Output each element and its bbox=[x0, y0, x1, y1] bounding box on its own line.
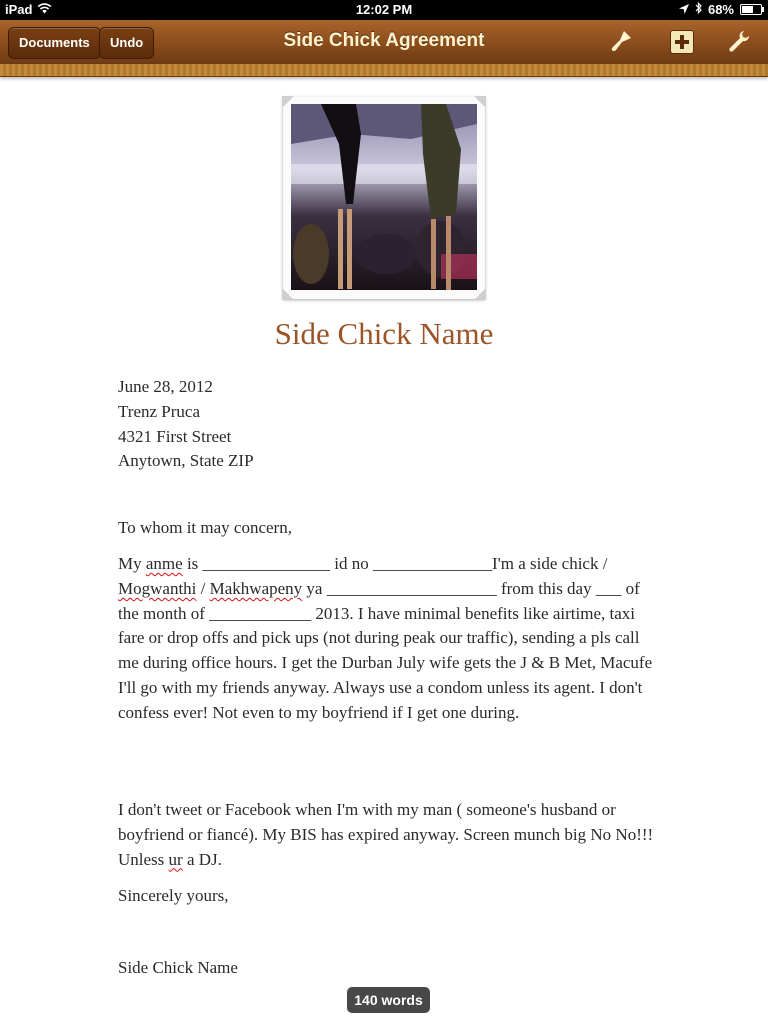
location-icon bbox=[679, 2, 689, 17]
party-photo bbox=[291, 104, 477, 290]
undo-button[interactable]: Undo bbox=[99, 27, 154, 59]
body-paragraph-1[interactable]: My anme is _______________ id no ______________I'm a side chick / Mogwanthi / Makhwapeny ya ____________________ from this day ___ of the month of ____________ 2013. I have minimal benefits like airtime, taxi fare or drop offs and pick ups (not during peak our traffic), sending a pls call me during office hours. I get the Durban July wife gets the J & B Met, Macufe I'll go with my friends anyway. Always use a condom unless its agent. I don't confess ever! Not even to my boyfriend if I get one during. bbox=[118, 554, 653, 722]
clock: 12:02 PM bbox=[355, 2, 413, 17]
misspelled-word[interactable]: anme bbox=[145, 554, 183, 573]
documents-button[interactable]: Documents bbox=[8, 27, 101, 59]
document-title: Side Chick Agreement bbox=[283, 30, 485, 51]
battery-percent: 68% bbox=[707, 2, 734, 17]
salutation[interactable]: To whom it may concern, bbox=[118, 518, 292, 537]
photo-frame[interactable] bbox=[283, 97, 485, 299]
paintbrush-icon[interactable] bbox=[607, 28, 635, 56]
address-line: Anytown, State ZIP bbox=[118, 451, 254, 471]
status-bar bbox=[0, 0, 768, 20]
address-line: June 28, 2012 bbox=[118, 377, 213, 396]
address-line: 4321 First Street bbox=[118, 426, 232, 446]
wrench-icon[interactable] bbox=[725, 28, 753, 56]
misspelled-word[interactable]: ur bbox=[168, 849, 183, 869]
battery-icon bbox=[740, 4, 762, 15]
misspelled-word[interactable]: Makhwapeny bbox=[209, 578, 303, 598]
device-name: iPad bbox=[5, 2, 33, 17]
address-block[interactable] bbox=[118, 375, 663, 474]
closing[interactable]: Sincerely yours, bbox=[118, 886, 229, 905]
document-heading[interactable]: Side Chick Name bbox=[274, 316, 494, 351]
bluetooth-icon bbox=[695, 2, 702, 17]
toolbar bbox=[0, 20, 768, 65]
body-paragraph-2[interactable]: I don't tweet or Facebook when I'm with my man ( someone's husband or boyfriend or fiancé). My BIS has expired anyway. Screen munch big No No!!! Unless ur a DJ. bbox=[118, 800, 654, 869]
toolbar-leather-edge bbox=[0, 64, 768, 77]
add-media-icon[interactable] bbox=[670, 30, 694, 54]
word-count-badge[interactable]: 140 words bbox=[347, 987, 430, 1013]
misspelled-word[interactable]: Mogwanthi bbox=[118, 578, 197, 598]
battery-level bbox=[742, 6, 753, 13]
address-line: Trenz Pruca bbox=[118, 401, 200, 421]
signature[interactable]: Side Chick Name bbox=[118, 958, 238, 977]
